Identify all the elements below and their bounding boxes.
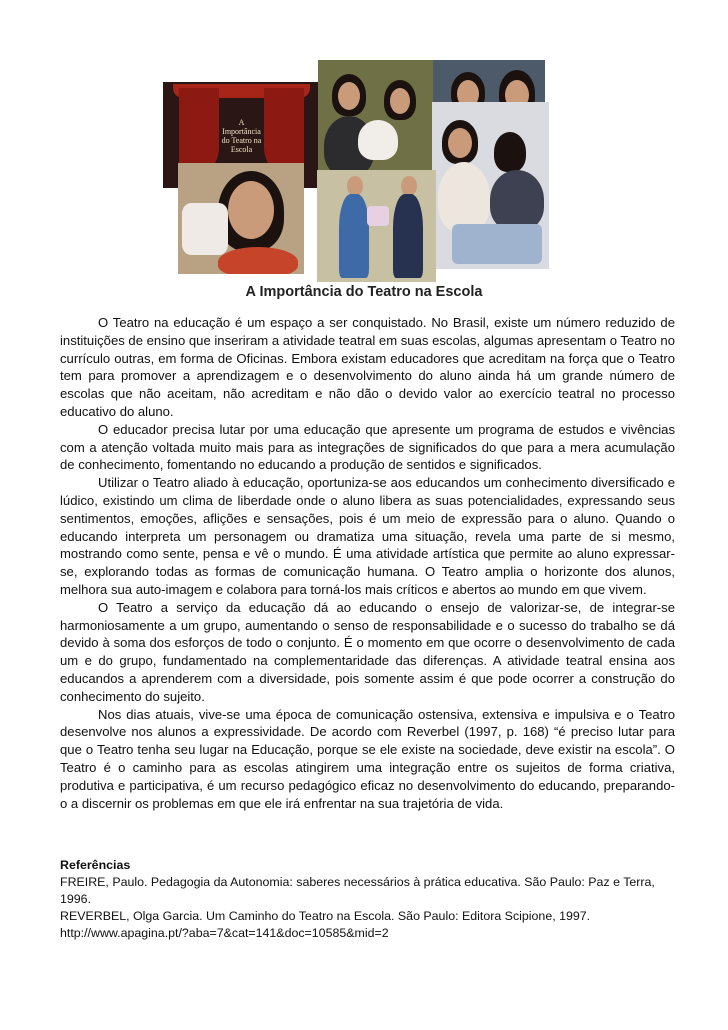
photo-collage <box>0 0 728 282</box>
person <box>438 162 490 232</box>
hair <box>494 132 526 172</box>
puppet <box>367 206 389 226</box>
person <box>339 194 369 278</box>
references-heading: Referências <box>60 858 131 872</box>
face <box>228 181 274 239</box>
photo-women-table <box>432 102 549 269</box>
photo-girl-puppet <box>178 163 304 274</box>
paragraph-1: O Teatro na educação é um espaço a ser conquistado. No Brasil, existe um número reduzido de instituições de ensino que inseriram a atividade teatral em suas escolas, algumas apresentam o Teatro no currículo outras, em forma de Oficinas. Embora existam educadores que acreditam na força que o Teatro tem para promover a aprendizagem e o desenvolvimento do aluno ainda há um grande número de escolas que não aceitam, não acreditam e não dão o devido valor ao exercício teatral no processo educativo do aluno. <box>60 315 675 419</box>
paragraph-3: Utilizar o Teatro aliado à educação, oportuniza-se aos educandos um conhecimento diversificado e lúdico, existindo um clima de liberdade onde o aluno libera as suas potencialidades, expressando seus sentimentos, emoções, aflições e sensações, pois é um meio de expressão para o aluno. Quando o educando interpreta um personagem ou dramatiza uma situação, revela uma parte de si mesmo, mostrando como sente, pensa e vê o mundo. É uma atividade artística que permite ao aluno expressar-se, explorando todas as formas de comunicação humana. O Teatro amplia o horizonte dos alunos, melhora sua auto-imagem e colabora para torná-los mais críticos e abertos ao mundo em que vivem. <box>60 475 675 597</box>
face <box>338 82 360 110</box>
reference-url: http://www.apagina.pt/?aba=7&cat=141&doc=10585&mid=2 <box>60 926 389 940</box>
page-title: A Importância do Teatro na Escola <box>245 284 483 300</box>
reference-item: REVERBEL, Olga Garcia. Um Caminho do Teatro na Escola. São Paulo: Editora Scipione, 1997. <box>60 909 591 923</box>
reference-item: FREIRE, Paulo. Pedagogia da Autonomia: saberes necessários à prática educativa. São Paulo: Paz e Terra, 1996. <box>60 875 655 906</box>
face <box>401 176 417 196</box>
face <box>347 176 363 196</box>
table-materials <box>452 224 542 264</box>
paragraph-4: O Teatro a serviço da educação dá ao educando o ensejo de valorizar-se, de integrar-se harmoniosamente a um grupo, aumentando o senso de responsabilidade e o sucesso do trabalho se dá devido à soma dos esforços de todo o conjunto. É o momento em que ocorre o desenvolvimento de cada um e do grupo, fundamentado na complementaridade das diferenças. A atividade teatral ensina aos educandos a aprenderem com a diversidade, pois somente assim é que pode ocorrer a construção do conhecimento do sujeito. <box>60 599 675 704</box>
person <box>490 170 544 230</box>
person <box>218 247 298 274</box>
puppet <box>358 120 398 160</box>
person <box>393 194 423 278</box>
article-body <box>60 314 675 812</box>
puppet <box>182 203 228 255</box>
photo-women-standing <box>317 170 436 282</box>
photo-women-puppets <box>318 60 436 172</box>
paragraph-5: Nos dias atuais, vive-se uma época de comunicação ostensiva, extensiva e impulsiva e o Teatro desenvolve nos alunos a expressividade. De acordo com Reverbel (1997, p. 168) “é preciso lutar para que o Teatro tenha seu lugar na Educação, porque se ele existe na sociedade, deve existir na escola”. O Teatro é o caminho para as escolas atingirem uma integração entre os sujeitos de forma criativa, produtiva e participativa, é um recurso pedagógico eficaz no desenvolvimento do educando, preparando-o a discernir os problemas em que ele irá enfrentar na sua trajetória de vida. <box>60 706 675 811</box>
slide-text: A Importância do Teatro na Escola <box>221 118 262 154</box>
paragraph-2: O educador precisa lutar por uma educação que apresente um programa de estudos e vivências com a atenção voltada muito mais para as integrações de significados do que para a mera acumulação de conhecimento, fomentando no educando a produção de sentidos e significados. <box>60 421 675 473</box>
references <box>60 857 685 942</box>
face <box>390 88 410 114</box>
face <box>448 128 472 158</box>
